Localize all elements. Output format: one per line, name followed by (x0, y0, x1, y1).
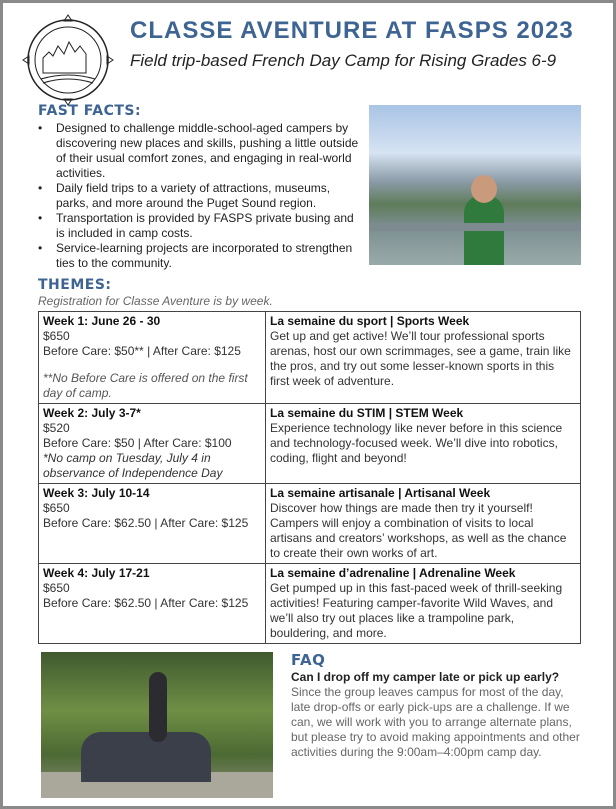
week-price: $650 (43, 581, 70, 595)
registration-note: Registration for Classe Aventure is by week. (38, 294, 273, 308)
table-row (39, 564, 581, 644)
stadium-photo (369, 105, 581, 265)
list-item: • Designed to challenge middle-school-aged campers by discovering new places and skills, pushing a little outside of their usual comfort zones, and engaging in real-world activities. (38, 121, 360, 181)
week-theme: La semaine artisanale | Artisanal Week (270, 486, 491, 500)
week-theme: La semaine du sport | Sports Week (270, 314, 470, 328)
themes-table (38, 311, 581, 644)
table-row (39, 484, 581, 564)
week-care: Before Care: $50** | After Care: $125 (43, 344, 241, 358)
week-description: Discover how things are made then try it yourself! Campers will enjoy a combination of visits to local artisans and creators’ workshops, as well as the chance to create their own works of art. (270, 501, 567, 560)
week-price: $520 (43, 421, 70, 435)
week-price: $650 (43, 329, 70, 343)
fast-facts-heading: FAST FACTS: (38, 103, 142, 119)
list-item: • Daily field trips to a variety of attractions, museums, parks, and more around the Puget Sound region. (38, 181, 360, 211)
week-note: **No Before Care is offered on the first day of camp. (43, 371, 248, 400)
page-subtitle: Field trip-based French Day Camp for Rising Grades 6-9 (130, 51, 557, 70)
faq-answer: Since the group leaves campus for most of the day, late drop-offs or early pick-ups are a challenge. If we can, we will work with you to arrange alternate plans, but please try to avoid making appointments and other activities during the 9:00am–4:00pm camp day. (291, 685, 580, 759)
week-label: Week 4: July 17-21 (43, 566, 150, 580)
campers-forest-photo (41, 652, 273, 798)
week-theme: La semaine d’adrenaline | Adrenaline Week (270, 566, 516, 580)
week-label: Week 3: July 10-14 (43, 486, 150, 500)
fast-facts-section (38, 103, 581, 271)
week-description: Get up and get active! We’ll tour professional sports arenas, host our own scrimmages, see a game, train like the pros, and try out some lesser-known sports in this first week of adventure. (270, 329, 571, 388)
week-care: Before Care: $62.50 | After Care: $125 (43, 596, 249, 610)
themes-heading: THEMES: (38, 277, 112, 293)
table-row (39, 312, 581, 404)
table-row (39, 404, 581, 484)
week-label: Week 1: June 26 - 30 (43, 314, 161, 328)
week-theme: La semaine du STIM | STEM Week (270, 406, 464, 420)
themes-section (38, 277, 581, 644)
camp-logo (21, 13, 115, 107)
list-item: • Service-learning projects are incorporated to strengthen ties to the community. (38, 241, 360, 271)
week-note: *No camp on Tuesday, July 4 in observance of Independence Day (43, 451, 223, 480)
week-care: Before Care: $50 | After Care: $100 (43, 436, 232, 450)
faq-section (38, 652, 581, 798)
faq-heading: FAQ (291, 651, 326, 669)
week-label: Week 2: July 3-7* (43, 406, 141, 420)
fast-facts-list (38, 121, 360, 271)
page-title: CLASSE AVENTURE AT FASPS 2023 (130, 17, 574, 44)
week-description: Experience technology like never before in this science and technology-focused week. We’ll dive into robotics, coding, flight and beyond! (270, 421, 563, 465)
week-description: Get pumped up in this fast-paced week of thrill-seeking activities! Featuring camper-favorite Wild Waves, and we’ll also try out places like a trampoline park, bouldering, and more. (270, 581, 563, 640)
week-care: Before Care: $62.50 | After Care: $125 (43, 516, 249, 530)
list-item: • Transportation is provided by FASPS private busing and is included in camp costs. (38, 211, 360, 241)
faq-question: Can I drop off my camper late or pick up early? (291, 670, 560, 684)
week-price: $650 (43, 501, 70, 515)
